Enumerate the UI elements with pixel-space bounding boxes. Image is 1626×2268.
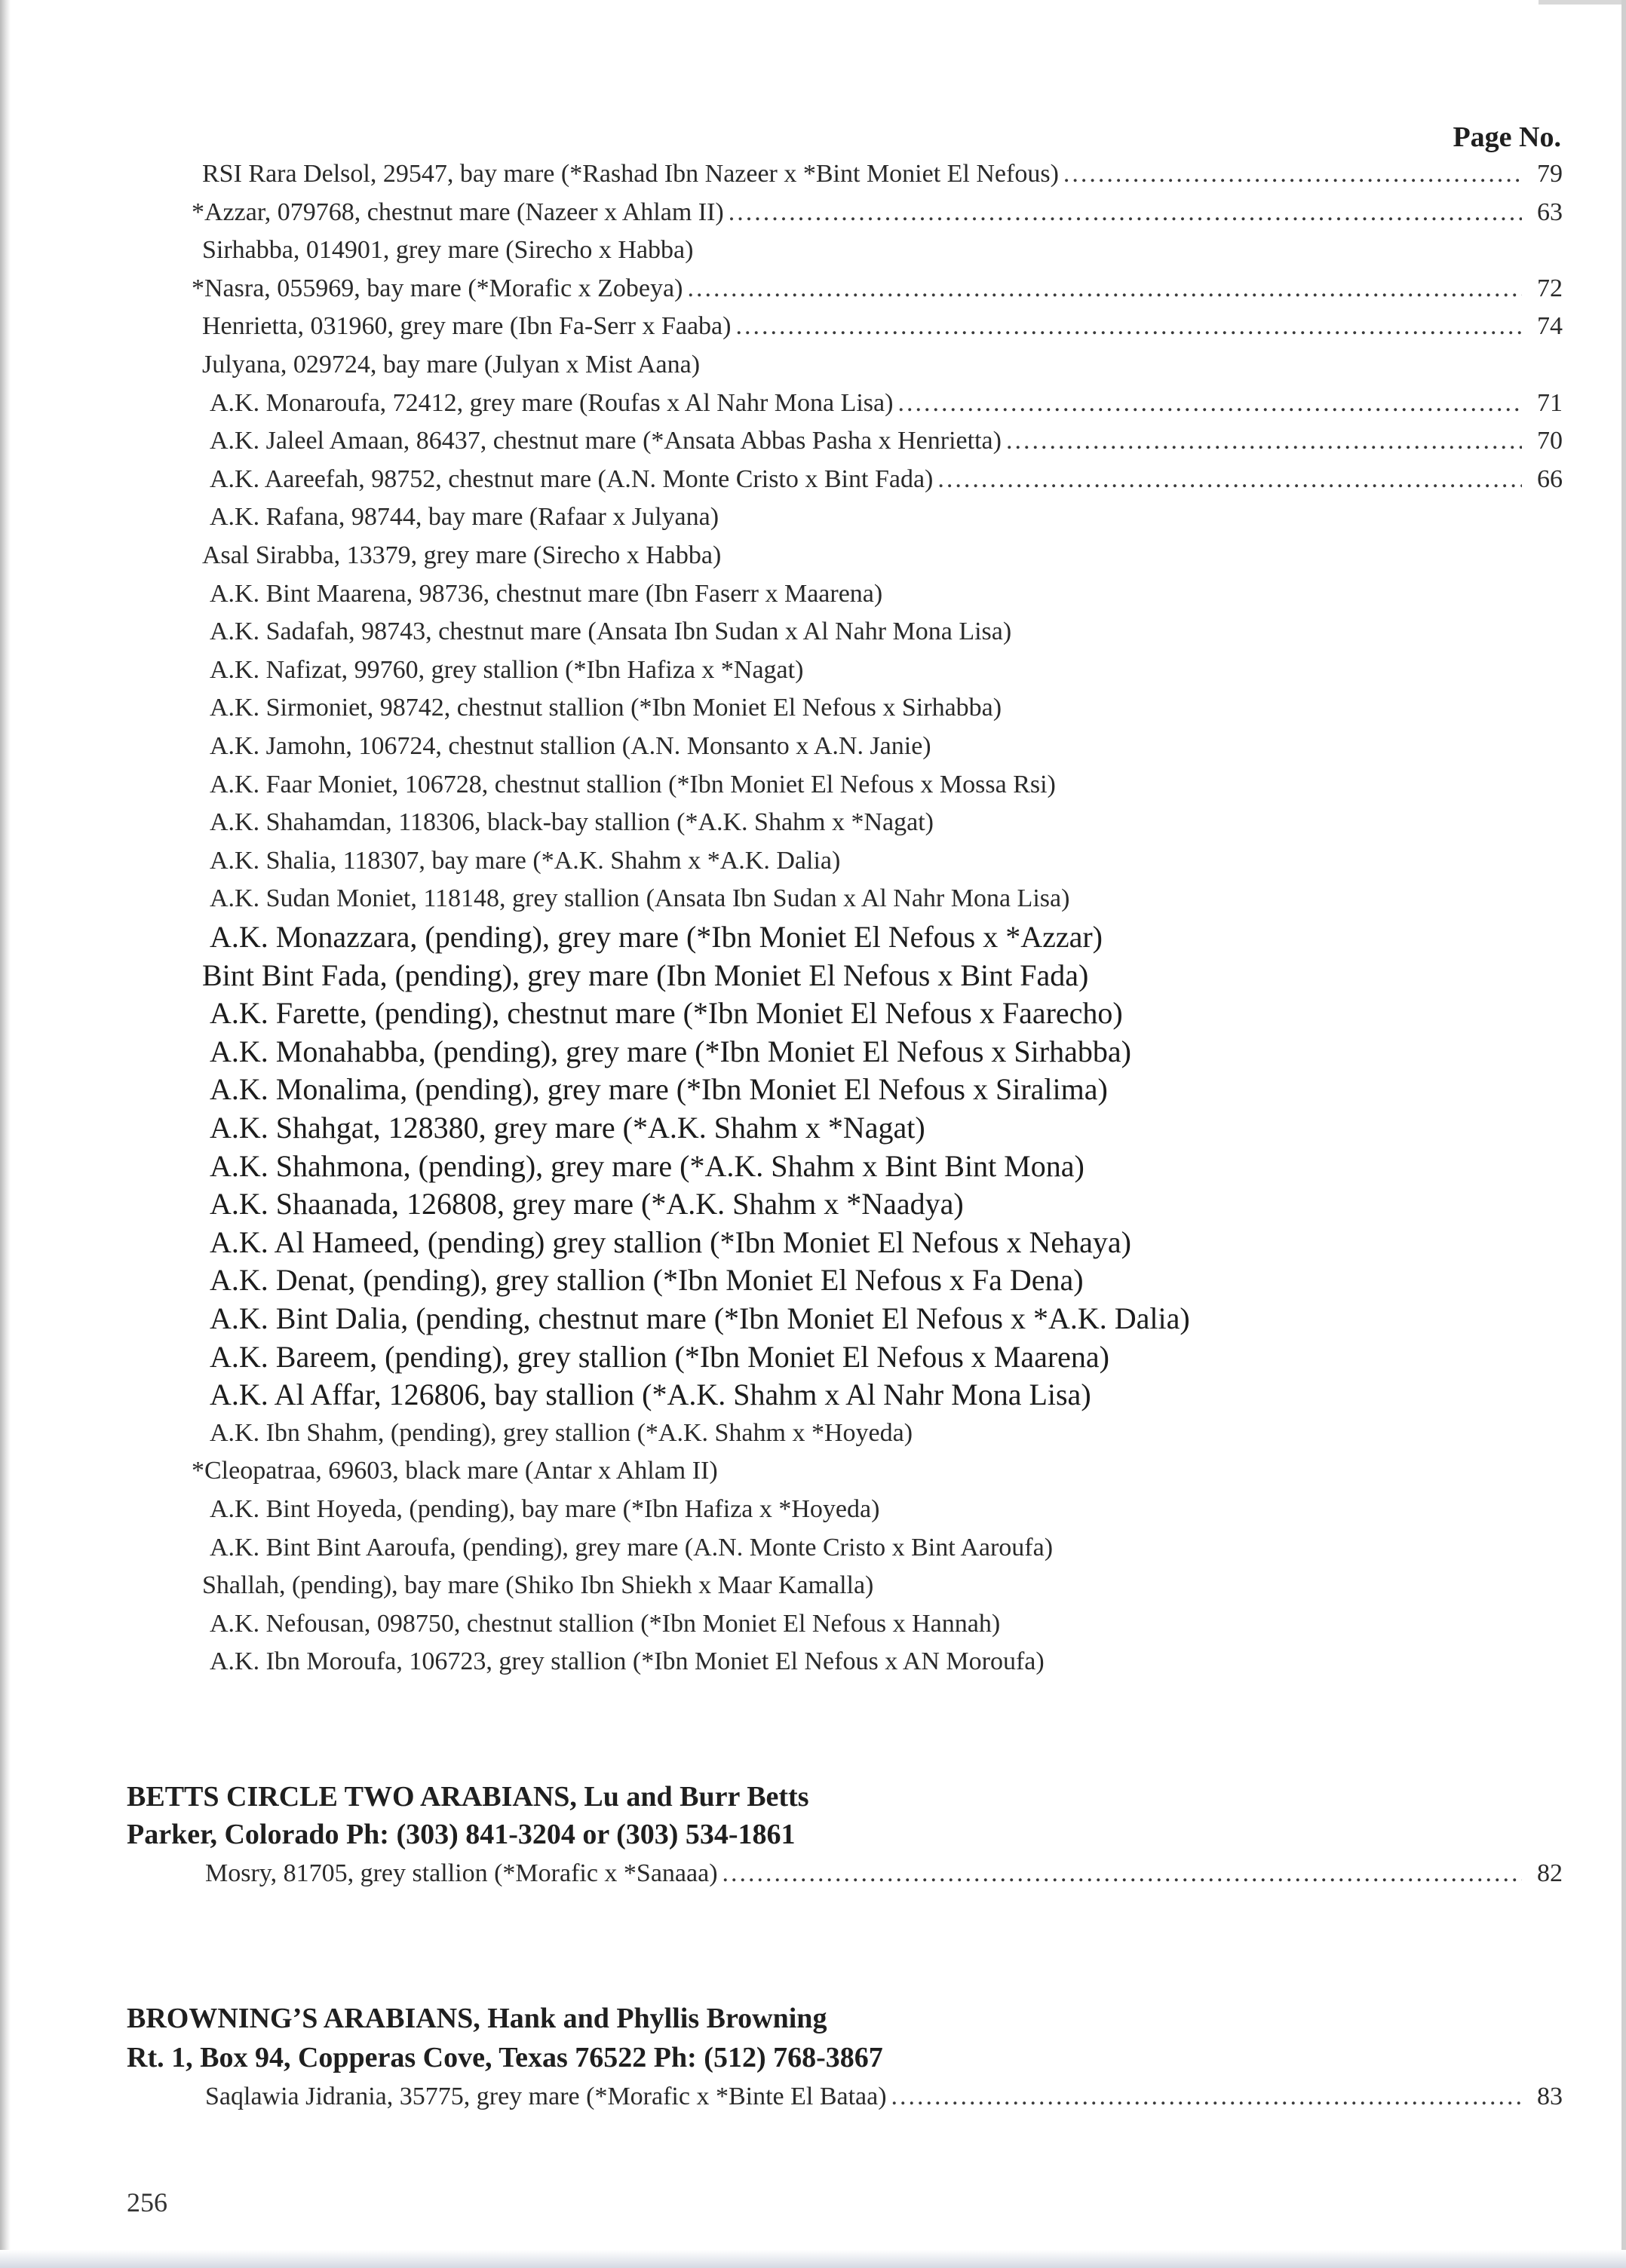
entry-row xyxy=(202,348,1563,384)
entry-page-number: 72 xyxy=(1537,274,1563,302)
entry-text: Mosry, 81705, grey stallion (*Morafic x *Sanaaa) xyxy=(205,1859,718,1887)
dot-leader xyxy=(891,2080,1522,2114)
page-folio: 256 xyxy=(127,2187,167,2217)
entry-row xyxy=(192,1454,1563,1490)
entry-row xyxy=(210,1034,1563,1071)
entry-text: A.K. Bint Maarena, 98736, chestnut mare (Ibn Faserr x Maarena) xyxy=(210,580,883,608)
farm-name-line: BETTS CIRCLE TWO ARABIANS, Lu and Burr Betts xyxy=(127,1781,809,1813)
entry-text: A.K. Bint Bint Aaroufa, (pending), grey mare (A.N. Monte Cristo x Bint Aaroufa) xyxy=(210,1534,1054,1562)
entry-text: A.K. Jamohn, 106724, chestnut stallion (A.N. Monsanto x A.N. Janie) xyxy=(210,732,931,760)
entry-page-number: 71 xyxy=(1537,389,1563,417)
entry-row xyxy=(210,1340,1563,1376)
entry-text: A.K. Shahamdan, 118306, black-bay stallion (*A.K. Shahm x *Nagat) xyxy=(210,808,934,836)
entry-text: A.K. Rafana, 98744, bay mare (Rafaar x Julyana) xyxy=(210,503,719,531)
entry-row xyxy=(210,577,1563,613)
entry-page-number: 74 xyxy=(1537,312,1563,340)
entry-text: A.K. Sudan Moniet, 118148, grey stallion (Ansata Ibn Sudan x Al Nahr Mona Lisa) xyxy=(210,884,1070,912)
entry-row xyxy=(210,500,1563,536)
entry-page-number: 63 xyxy=(1537,198,1563,226)
scan-edge-right xyxy=(1621,0,1626,2268)
farm-entry xyxy=(205,1856,1563,1893)
entry-text: A.K. Monaroufa, 72412, grey mare (Roufas x Al Nahr Mona Lisa) xyxy=(210,389,894,417)
entry-text: A.K. Al Hameed, (pending) grey stallion (*Ibn Moniet El Nefous x Nehaya) xyxy=(210,1225,1131,1259)
entry-text: RSI Rara Delsol, 29547, bay mare (*Rashad Ibn Nazeer x *Bint Moniet El Nefous) xyxy=(202,160,1059,188)
dot-leader xyxy=(722,1856,1522,1891)
scan-edge-left xyxy=(0,0,11,2268)
farm-name-line: BROWNING’S ARABIANS, Hank and Phyllis Browning xyxy=(127,2003,827,2034)
entry-page-number: 82 xyxy=(1537,1859,1563,1887)
farm-address-line: Rt. 1, Box 94, Copperas Cove, Texas 76522 Ph: (512) 768-3867 xyxy=(127,2042,883,2073)
entry-row xyxy=(210,805,1563,841)
entry-row xyxy=(210,1149,1563,1185)
entry-row xyxy=(210,1644,1563,1681)
entry-text: A.K. Ibn Moroufa, 106723, grey stallion (*Ibn Moniet El Nefous x AN Moroufa) xyxy=(210,1647,1045,1675)
entry-row xyxy=(210,844,1563,880)
dot-leader xyxy=(1063,157,1522,192)
entry-text: Saqlawia Jidrania, 35775, grey mare (*Morafic x *Binte El Bataa) xyxy=(205,2083,887,2110)
entry-row xyxy=(202,157,1563,193)
entry-text: *Azzar, 079768, chestnut mare (Nazeer x Ahlam II) xyxy=(192,198,724,226)
entry-row xyxy=(202,538,1563,575)
entry-row xyxy=(192,271,1563,308)
entry-text: A.K. Shalia, 118307, bay mare (*A.K. Shahm x *A.K. Dalia) xyxy=(210,847,841,875)
entry-text: *Cleopatraa, 69603, black mare (Antar x Ahlam II) xyxy=(192,1457,718,1485)
entry-row xyxy=(210,1531,1563,1567)
dot-leader xyxy=(897,386,1522,421)
entry-text: A.K. Denat, (pending), grey stallion (*Ibn Moniet El Nefous x Fa Dena) xyxy=(210,1263,1084,1297)
entry-text: Julyana, 029724, bay mare (Julyan x Mist Aana) xyxy=(202,351,701,379)
entry-row xyxy=(202,309,1563,345)
entry-row xyxy=(210,1111,1563,1147)
entry-row xyxy=(210,462,1563,498)
entry-page-number: 70 xyxy=(1537,427,1563,455)
entry-row xyxy=(210,615,1563,651)
entry-text: A.K. Bareem, (pending), grey stallion (*Ibn Moniet El Nefous x Maarena) xyxy=(210,1340,1109,1374)
entry-row xyxy=(210,1492,1563,1528)
entry-row xyxy=(210,1416,1563,1452)
entry-text: A.K. Nefousan, 098750, chestnut stallion (*Ibn Moniet El Nefous x Hannah) xyxy=(210,1610,1001,1638)
entry-text: A.K. Ibn Shahm, (pending), grey stallion (*A.K. Shahm x *Hoyeda) xyxy=(210,1419,913,1447)
entry-row xyxy=(192,195,1563,231)
entry-row xyxy=(210,729,1563,765)
entry-row xyxy=(202,1568,1563,1604)
entry-text: A.K. Jaleel Amaan, 86437, chestnut mare (*Ansata Abbas Pasha x Henrietta) xyxy=(210,427,1002,455)
entry-text: A.K. Monalima, (pending), grey mare (*Ibn Moniet El Nefous x Siralima) xyxy=(210,1072,1108,1106)
entry-text: Asal Sirabba, 13379, grey mare (Sirecho x Habba) xyxy=(202,541,722,569)
entry-row xyxy=(202,233,1563,269)
page-no-heading: Page No. xyxy=(1453,121,1561,153)
entry-page-number: 66 xyxy=(1537,465,1563,493)
entry-row xyxy=(210,1607,1563,1643)
entry-text: A.K. Monahabba, (pending), grey mare (*Ibn Moniet El Nefous x Sirhabba) xyxy=(210,1034,1131,1068)
entry-text: A.K. Bint Dalia, (pending, chestnut mare (*Ibn Moniet El Nefous x *A.K. Dalia) xyxy=(210,1301,1190,1335)
entry-text: A.K. Shahmona, (pending), grey mare (*A.K. Shahm x Bint Bint Mona) xyxy=(210,1149,1085,1183)
entry-row xyxy=(210,1072,1563,1108)
scan-edge-top xyxy=(1539,0,1626,5)
farm-entry xyxy=(205,2080,1563,2116)
entry-text: Shallah, (pending), bay mare (Shiko Ibn Shiekh x Maar Kamalla) xyxy=(202,1571,874,1599)
entry-text: Sirhabba, 014901, grey mare (Sirecho x Habba) xyxy=(202,236,694,264)
entry-page-number: 79 xyxy=(1537,160,1563,188)
entry-row xyxy=(210,653,1563,689)
entry-text: Henrietta, 031960, grey mare (Ibn Fa-Serr x Faaba) xyxy=(202,312,732,340)
dot-leader xyxy=(937,462,1522,497)
entry-page-number: 83 xyxy=(1537,2083,1563,2110)
entry-row xyxy=(210,1263,1563,1299)
dot-leader xyxy=(687,271,1522,306)
entry-row xyxy=(210,1378,1563,1414)
entry-text: A.K. Sadafah, 98743, chestnut mare (Ansata Ibn Sudan x Al Nahr Mona Lisa) xyxy=(210,618,1012,645)
dot-leader xyxy=(735,309,1522,344)
entry-text: A.K. Nafizat, 99760, grey stallion (*Ibn Hafiza x *Nagat) xyxy=(210,656,804,684)
entry-text: A.K. Monazzara, (pending), grey mare (*Ibn Moniet El Nefous x *Azzar) xyxy=(210,920,1103,954)
entry-text: A.K. Al Affar, 126806, bay stallion (*A.K. Shahm x Al Nahr Mona Lisa) xyxy=(210,1378,1091,1411)
entry-text: A.K. Shahgat, 128380, grey mare (*A.K. Shahm x *Nagat) xyxy=(210,1111,925,1145)
entry-row xyxy=(210,424,1563,460)
entry-row xyxy=(210,1301,1563,1338)
entry-row xyxy=(210,691,1563,727)
entry-text: A.K. Faar Moniet, 106728, chestnut stallion (*Ibn Moniet El Nefous x Mossa Rsi) xyxy=(210,771,1056,798)
entry-row xyxy=(210,920,1563,956)
entry-text: A.K. Shaanada, 126808, grey mare (*A.K. Shahm x *Naadya) xyxy=(210,1187,964,1221)
entry-row xyxy=(210,386,1563,422)
farm-address-line: Parker, Colorado Ph: (303) 841-3204 or (303) 534-1861 xyxy=(127,1819,796,1850)
entry-text: *Nasra, 055969, bay mare (*Morafic x Zobeya) xyxy=(192,274,683,302)
entry-row xyxy=(210,768,1563,804)
entry-row xyxy=(202,958,1563,995)
entry-text: A.K. Aareefah, 98752, chestnut mare (A.N. Monte Cristo x Bint Fada) xyxy=(210,465,934,493)
entry-text: Bint Bint Fada, (pending), grey mare (Ibn Moniet El Nefous x Bint Fada) xyxy=(202,958,1089,992)
entry-row xyxy=(210,881,1563,918)
entry-text: A.K. Farette, (pending), chestnut mare (*Ibn Moniet El Nefous x Faarecho) xyxy=(210,996,1123,1030)
entry-row xyxy=(210,1225,1563,1261)
entry-row xyxy=(210,1187,1563,1223)
entry-text: A.K. Sirmoniet, 98742, chestnut stallion (*Ibn Moniet El Nefous x Sirhabba) xyxy=(210,694,1002,722)
dot-leader xyxy=(1006,424,1522,458)
scan-edge-bottom xyxy=(0,2250,1626,2268)
entry-row xyxy=(210,996,1563,1032)
dot-leader xyxy=(729,195,1522,230)
entry-text: A.K. Bint Hoyeda, (pending), bay mare (*Ibn Hafiza x *Hoyeda) xyxy=(210,1495,880,1523)
